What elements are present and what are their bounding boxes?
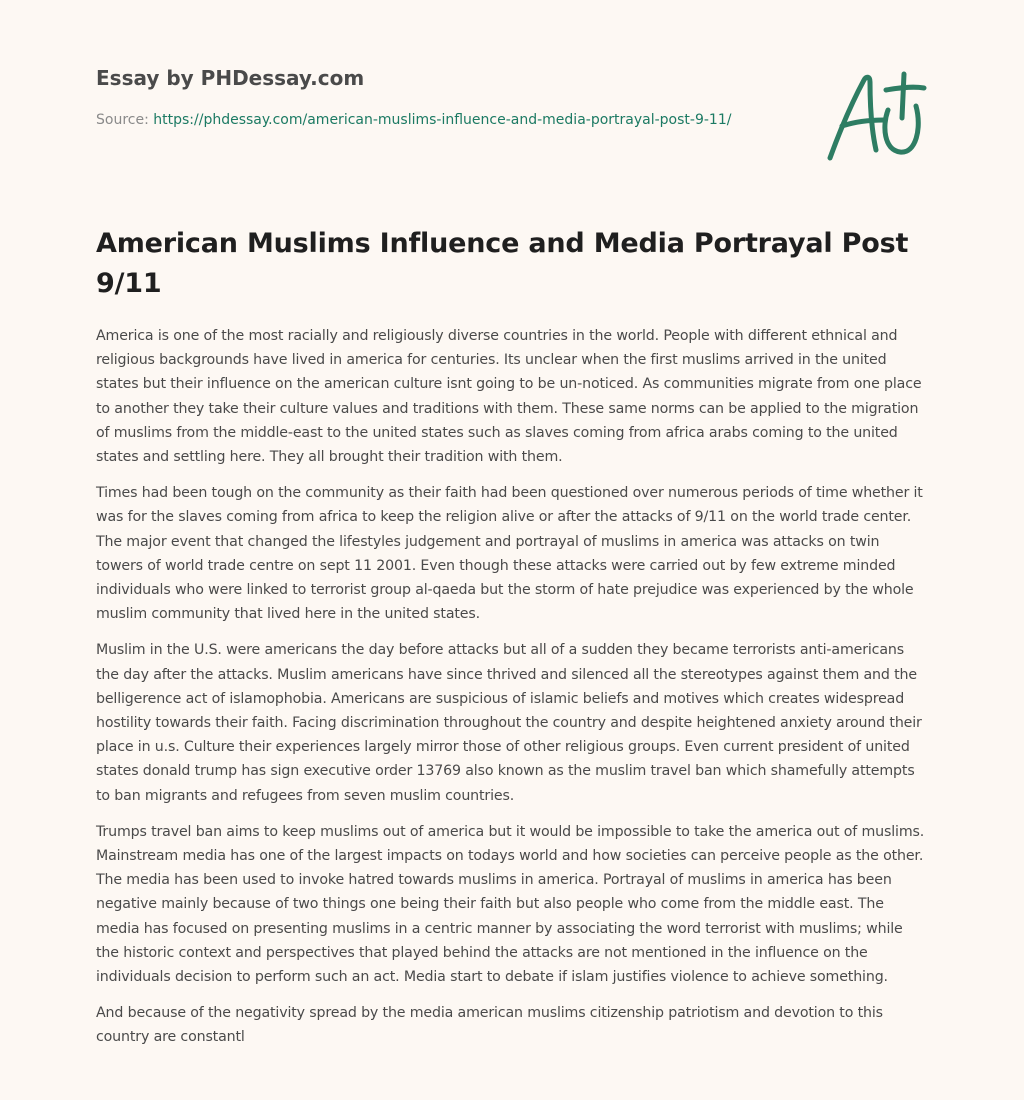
document-header [96, 62, 796, 133]
paragraph: America is one of the most racially and religiously diverse countries in the world. People with different ethnical and religious backgrounds have lived in america for centuries. Its unclear when the first muslims arrived in the united states but their influence on the american culture isnt going to be un-noticed. As communities migrate from one place to another they take their culture values and traditions with them. These same norms can be applied to the migration of muslims from the middle-east to the united states such as slaves coming from africa arabs coming to the united states and settling here. They all brought their tradition with them. [96, 328, 922, 466]
source-link[interactable]: https://phdessay.com/american-muslims-influence-and-media-portrayal-post-9-11/ [153, 112, 732, 128]
article-title: American Muslims Influence and Media Portrayal Post 9/11 [96, 228, 909, 299]
paragraph: And because of the negativity spread by the media american muslims citizenship patriotism and devotion to this country are constantl [96, 1005, 883, 1046]
source-label: Source: [96, 112, 154, 128]
a-plus-grade-icon [818, 66, 930, 166]
paragraph: Times had been tough on the community as their faith had been questioned over numerous periods of time whether it was for the slaves coming from africa to keep the religion alive or after the attacks of 9/11 on the world trade center. The major event that changed the lifestyles judgement and portrayal of muslims in america was attacks on twin towers of world trade centre on sept 11 2001. Even though these attacks were carried out by few extreme minded individuals who were linked to terrorist group al-qaeda but the storm of hate prejudice was experienced by the whole muslim community that lived here in the united states. [96, 485, 923, 623]
site-title: Essay by PHDessay.com [96, 66, 365, 90]
source-line [96, 108, 756, 133]
paragraph: Muslim in the U.S. were americans the day before attacks but all of a sudden they became terrorists anti-americans the day after the attacks. Muslim americans have since thrived and silenced all the stereotypes against them and the belligerence act of islamophobia. Americans are suspicious of islamic beliefs and motives which creates widespread hostility towards their faith. Facing discrimination throughout the country and despite heightened anxiety around their place in u.s. Culture their experiences largely mirror those of other religious groups. Even current president of united states donald trump has sign executive order 13769 also known as the muslim travel ban which shamefully attempts to ban migrants and refugees from seven muslim countries. [96, 642, 922, 804]
paragraph: Trumps travel ban aims to keep muslims out of america but it would be impossible to take the america out of muslims. Mainstream media has one of the largest impacts on todays world and how societies can perceive people as the other. The media has been used to invoke hatred towards muslims in america. Portrayal of muslims in america has been negative mainly because of two things one being their faith but also people who come from the middle east. The media has focused on presenting muslims in a centric manner by associating the word terrorist with muslims; while the historic context and perspectives that played behind the attacks are not mentioned in the influence on the individuals decision to perform such an act. Media start to debate if islam justifies violence to achieve something. [96, 823, 925, 986]
article-body [96, 324, 928, 1062]
